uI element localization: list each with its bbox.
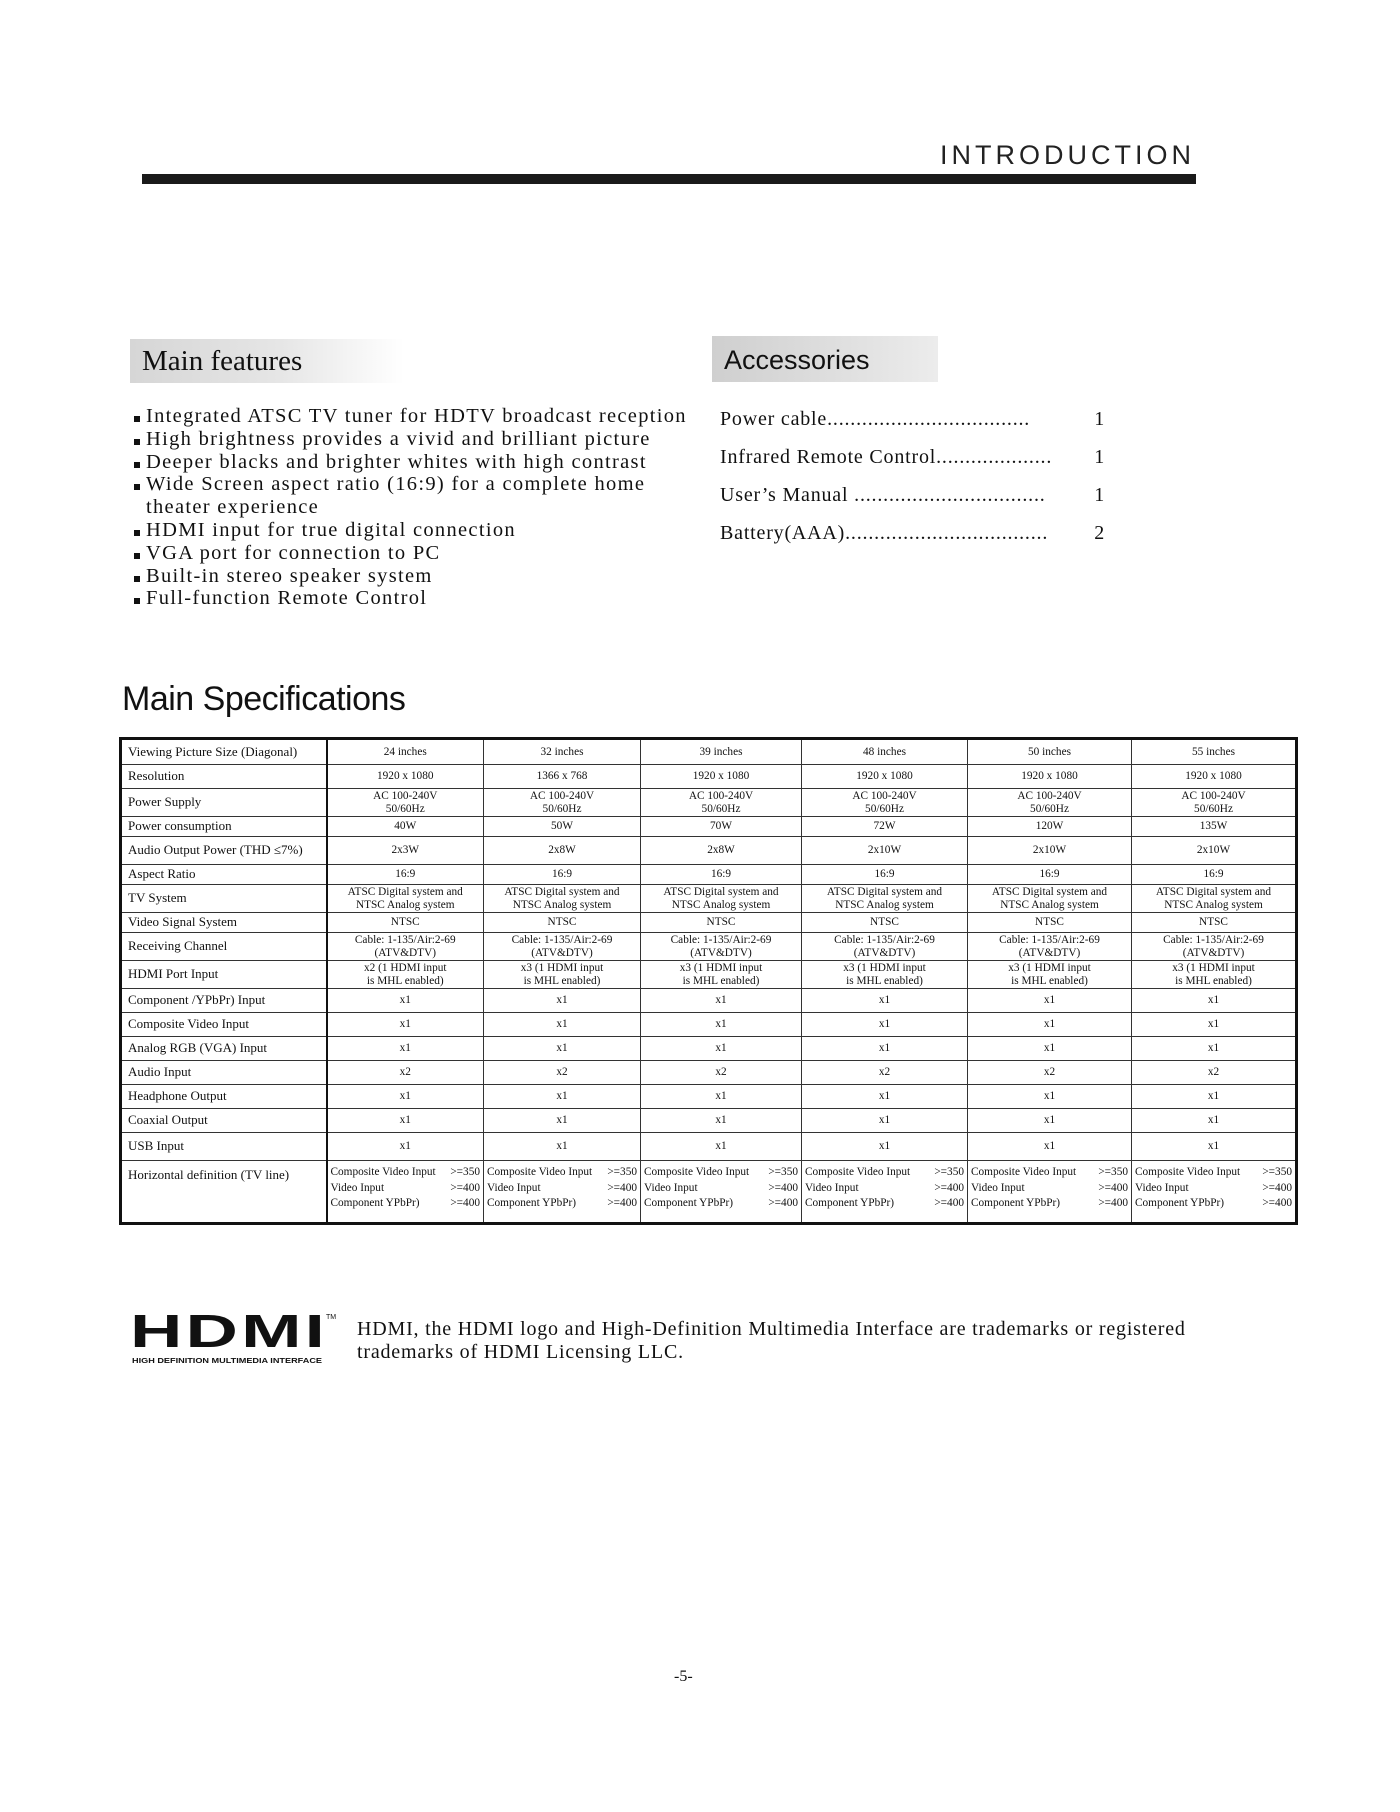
spec-value: [641, 789, 802, 817]
input-type: Composite Video Input: [1135, 1166, 1241, 1178]
horizontal-definition-line: [805, 1196, 964, 1212]
spec-value-line: (ATV&DTV): [1018, 946, 1081, 959]
input-type: Component YPbPr): [971, 1197, 1061, 1209]
spec-value: x1: [484, 1085, 641, 1109]
spec-value-line: ATSC Digital system and: [991, 886, 1108, 898]
spec-label: Power Supply: [121, 789, 327, 817]
spec-value: NTSC: [968, 913, 1132, 933]
spec-label: USB Input: [121, 1133, 327, 1161]
spec-value: [968, 933, 1132, 961]
spec-value: x1: [327, 1085, 484, 1109]
spec-label: Audio Output Power (THD ≤7%): [121, 837, 327, 865]
spec-value-line: 50/60Hz: [701, 802, 741, 815]
spec-value: 120W: [968, 817, 1132, 837]
horizontal-definition-line: [971, 1196, 1128, 1212]
table-row: [121, 1037, 1297, 1061]
spec-value: NTSC: [327, 913, 484, 933]
spec-label: HDMI Port Input: [121, 961, 327, 989]
spec-value: x2: [968, 1061, 1132, 1085]
spec-label: Aspect Ratio: [121, 865, 327, 885]
accessories-heading: Accessories: [712, 336, 938, 382]
spec-value: x1: [968, 1109, 1132, 1133]
spec-label: Analog RGB (VGA) Input: [121, 1037, 327, 1061]
spec-label: Coaxial Output: [121, 1109, 327, 1133]
spec-value: 2x8W: [641, 837, 802, 865]
accessory-quantity: 1: [1094, 446, 1105, 468]
spec-value: 16:9: [484, 865, 641, 885]
input-type: Composite Video Input: [971, 1166, 1077, 1178]
spec-label: Headphone Output: [121, 1085, 327, 1109]
line-count: >=350: [1262, 1166, 1292, 1178]
spec-value-line: ATSC Digital system and: [1155, 886, 1272, 898]
spec-value: x2: [1132, 1061, 1297, 1085]
spec-value-line: x3 (1 HDMI input: [1172, 962, 1255, 974]
spec-value: 1920 x 1080: [1132, 765, 1297, 789]
feature-text: High brightness provides a vivid and brilliant picture: [146, 427, 651, 450]
accessory-quantity: 1: [1094, 408, 1105, 430]
spec-value: x1: [641, 1037, 802, 1061]
line-count: >=400: [1262, 1181, 1292, 1194]
input-type: Video Input: [805, 1181, 859, 1194]
spec-value: [968, 885, 1132, 913]
bullet-icon: [134, 576, 140, 582]
column-header: 32 inches: [484, 739, 641, 765]
accessory-item: [720, 481, 1105, 519]
spec-value: x1: [641, 1133, 802, 1161]
feature-text: Wide Screen aspect ratio (16:9) for a complete home theater experience: [146, 473, 646, 519]
accessory-quantity: 1: [1094, 484, 1105, 506]
spec-value: x2: [802, 1061, 968, 1085]
spec-value: x1: [802, 1013, 968, 1037]
spec-label: Power consumption: [121, 817, 327, 837]
line-count: >=400: [934, 1197, 964, 1209]
table-row: [121, 1161, 1297, 1224]
spec-value: x1: [641, 1013, 802, 1037]
spec-value: [641, 933, 802, 961]
spec-value: [327, 885, 484, 913]
feature-text: Deeper blacks and brighter whites with high contrast: [146, 450, 647, 473]
spec-value: NTSC: [641, 913, 802, 933]
column-header: 50 inches: [968, 739, 1132, 765]
accessory-name: Battery(AAA)...................................: [720, 522, 1049, 544]
table-row: [121, 765, 1297, 789]
table-row: [121, 933, 1297, 961]
spec-value: x2: [327, 1061, 484, 1085]
input-type: Composite Video Input: [805, 1166, 911, 1178]
spec-value-line: 50/60Hz: [1194, 802, 1233, 815]
input-type: Component YPbPr): [805, 1197, 895, 1209]
spec-value-line: NTSC Analog system: [1000, 898, 1099, 911]
table-row: [121, 865, 1297, 885]
spec-value-line: x3 (1 HDMI input: [843, 962, 926, 974]
spec-value-line: (ATV&DTV): [690, 946, 752, 959]
table-row: [121, 1133, 1297, 1161]
line-count: >=350: [607, 1166, 637, 1178]
spec-value-line: Cable: 1-135/Air:2-69: [834, 934, 935, 946]
input-type: Video Input: [1135, 1181, 1189, 1194]
horizontal-definition-line: [644, 1165, 798, 1181]
spec-value-line: x3 (1 HDMI input: [1008, 962, 1091, 974]
spec-value: x1: [484, 1133, 641, 1161]
spec-value-line: ATSC Digital system and: [504, 886, 620, 898]
spec-value-line: 50/60Hz: [1030, 802, 1069, 815]
spec-value: x1: [484, 1037, 641, 1061]
spec-value: x1: [802, 1037, 968, 1061]
feature-text: HDMI input for true digital connection: [146, 518, 516, 541]
line-count: >=400: [607, 1181, 637, 1194]
spec-value: [327, 789, 484, 817]
accessories-list: [720, 405, 1105, 557]
feature-item: [134, 519, 704, 542]
spec-value: [968, 961, 1132, 989]
hdmi-trademark-notice: HDMI, the HDMI logo and High-Definition Multimedia Interface are trademarks or registered trademarks of HDMI Licensing LLC.: [357, 1318, 1186, 1363]
column-header: 48 inches: [802, 739, 968, 765]
table-row: [121, 885, 1297, 913]
spec-label: Resolution: [121, 765, 327, 789]
input-type: Composite Video Input: [644, 1166, 750, 1178]
horizontal-definition-line: [331, 1181, 481, 1197]
spec-value-line: AC 100-240V: [1017, 790, 1082, 802]
spec-value-line: ATSC Digital system and: [347, 886, 463, 898]
horizontal-definition-line: [1135, 1165, 1292, 1181]
bullet-icon: [134, 416, 140, 422]
horizontal-definition-line: [805, 1181, 964, 1197]
line-count: >=400: [450, 1197, 480, 1209]
spec-value: [484, 789, 641, 817]
spec-value: x1: [327, 1109, 484, 1133]
table-row: [121, 1085, 1297, 1109]
spec-value: 1920 x 1080: [802, 765, 968, 789]
feature-item: [134, 473, 704, 519]
spec-value-line: NTSC Analog system: [1164, 898, 1263, 911]
line-count: >=400: [1262, 1197, 1292, 1209]
spec-value: [802, 789, 968, 817]
spec-value: x1: [968, 989, 1132, 1013]
table-row: [121, 817, 1297, 837]
hdmi-logo: [130, 1310, 340, 1368]
spec-value: 16:9: [641, 865, 802, 885]
spec-value-line: (ATV&DTV): [374, 946, 436, 959]
input-type: Component YPbPr): [330, 1197, 420, 1209]
spec-value: x1: [1132, 989, 1297, 1013]
main-features-heading: Main features: [130, 339, 404, 383]
spec-value: [1132, 961, 1297, 989]
spec-value: 40W: [327, 817, 484, 837]
horizontal-definition-line: [487, 1165, 637, 1181]
feature-item: [134, 405, 704, 428]
horizontal-definition-cell: [802, 1161, 968, 1224]
spec-value-line: (ATV&DTV): [1182, 946, 1245, 959]
line-count: >=400: [1098, 1181, 1128, 1194]
spec-value-line: is MHL enabled): [682, 974, 760, 987]
spec-value: x1: [802, 1109, 968, 1133]
spec-value: 16:9: [802, 865, 968, 885]
spec-value: x1: [641, 989, 802, 1013]
spec-value: 16:9: [968, 865, 1132, 885]
table-row: [121, 913, 1297, 933]
page-number: -5-: [674, 1668, 693, 1685]
spec-value-line: 50/60Hz: [542, 802, 582, 815]
spec-value-line: x2 (1 HDMI input: [363, 962, 447, 974]
spec-value: [327, 961, 484, 989]
spec-value: 72W: [802, 817, 968, 837]
spec-value-line: Cable: 1-135/Air:2-69: [670, 934, 772, 946]
input-type: Component YPbPr): [1135, 1197, 1225, 1209]
spec-label: Composite Video Input: [121, 1013, 327, 1037]
spec-value: 2x10W: [1132, 837, 1297, 865]
line-count: >=400: [1098, 1197, 1128, 1209]
line-count: >=400: [607, 1197, 637, 1209]
accessory-item: [720, 519, 1105, 557]
accessory-item: [720, 405, 1105, 443]
input-type: Video Input: [487, 1181, 541, 1194]
spec-value-line: AC 100-240V: [688, 790, 754, 802]
spec-label: Video Signal System: [121, 913, 327, 933]
accessory-item: [720, 443, 1105, 481]
spec-value: 50W: [484, 817, 641, 837]
input-type: Video Input: [330, 1181, 385, 1194]
table-row: [121, 989, 1297, 1013]
spec-value: x2: [641, 1061, 802, 1085]
spec-value: [484, 933, 641, 961]
line-count: >=350: [934, 1166, 964, 1178]
spec-value: x1: [1132, 1109, 1297, 1133]
horizontal-definition-line: [971, 1181, 1128, 1197]
spec-label: Audio Input: [121, 1061, 327, 1085]
spec-value: [802, 961, 968, 989]
horizontal-definition-line: [487, 1181, 637, 1197]
line-count: >=350: [1098, 1166, 1128, 1178]
spec-value: [1132, 789, 1297, 817]
header-divider: [142, 174, 1196, 184]
spec-value: [327, 933, 484, 961]
horizontal-definition-cell: [641, 1161, 802, 1224]
accessory-name: User’s Manual .................................: [720, 484, 1046, 506]
spec-value-line: (ATV&DTV): [531, 946, 593, 959]
spec-value: 2x10W: [968, 837, 1132, 865]
spec-value-line: AC 100-240V: [852, 790, 917, 802]
spec-value-line: ATSC Digital system and: [663, 886, 779, 898]
accessory-name: Infrared Remote Control....................: [720, 446, 1053, 468]
spec-value: x1: [968, 1013, 1132, 1037]
spec-value: [641, 961, 802, 989]
spec-value-line: is MHL enabled): [1175, 974, 1252, 987]
accessory-name: Power cable...................................: [720, 408, 1031, 430]
spec-value-line: NTSC Analog system: [355, 898, 455, 911]
line-count: >=350: [768, 1166, 798, 1178]
spec-value: x1: [802, 989, 968, 1013]
column-header: 24 inches: [327, 739, 484, 765]
input-type: Composite Video Input: [330, 1166, 436, 1178]
accessory-quantity: 2: [1094, 522, 1105, 544]
spec-label: Horizontal definition (TV line): [121, 1161, 327, 1224]
spec-value: [1132, 933, 1297, 961]
horizontal-definition-cell: [1132, 1161, 1297, 1224]
table-row: [121, 789, 1297, 817]
size-label-cell: Viewing Picture Size (Diagonal): [121, 739, 327, 765]
feature-item: [134, 587, 704, 610]
spec-value-line: is MHL enabled): [1011, 974, 1088, 987]
bullet-icon: [134, 462, 140, 468]
spec-value: x1: [484, 989, 641, 1013]
horizontal-definition-line: [805, 1165, 964, 1181]
horizontal-definition-line: [331, 1196, 481, 1212]
spec-value-line: is MHL enabled): [366, 974, 444, 987]
line-count: >=400: [768, 1181, 798, 1194]
spec-value: 2x10W: [802, 837, 968, 865]
horizontal-definition-line: [1135, 1181, 1292, 1197]
spec-value: x1: [641, 1109, 802, 1133]
hdmi-logo-trademark: TM: [326, 1314, 337, 1321]
spec-value-line: Cable: 1-135/Air:2-69: [511, 934, 613, 946]
spec-value: x1: [1132, 1133, 1297, 1161]
horizontal-definition-cell: [327, 1161, 484, 1224]
spec-value-line: AC 100-240V: [1181, 790, 1246, 802]
line-count: >=400: [934, 1181, 964, 1194]
spec-value: x1: [484, 1109, 641, 1133]
spec-value-line: ATSC Digital system and: [826, 886, 943, 898]
spec-value: x1: [968, 1133, 1132, 1161]
bullet-icon: [134, 553, 140, 559]
spec-value: x1: [802, 1085, 968, 1109]
spec-label: TV System: [121, 885, 327, 913]
spec-value: x1: [484, 1013, 641, 1037]
spec-value: x1: [327, 1013, 484, 1037]
spec-value-line: NTSC Analog system: [835, 898, 934, 911]
spec-value-line: x3 (1 HDMI input: [520, 962, 604, 974]
spec-value-line: is MHL enabled): [846, 974, 923, 987]
spec-value: 1920 x 1080: [641, 765, 802, 789]
horizontal-definition-line: [971, 1165, 1128, 1181]
feature-text: VGA port for connection to PC: [146, 541, 441, 564]
input-type: Component YPbPr): [487, 1197, 577, 1209]
line-count: >=400: [450, 1181, 480, 1194]
spec-value: 2x3W: [327, 837, 484, 865]
line-count: >=350: [450, 1166, 480, 1178]
spec-value: x1: [1132, 1037, 1297, 1061]
feature-item: [134, 542, 704, 565]
spec-value: [484, 885, 641, 913]
spec-value: x1: [1132, 1013, 1297, 1037]
input-type: Component YPbPr): [644, 1197, 734, 1209]
spec-value: [968, 789, 1132, 817]
horizontal-definition-line: [331, 1165, 481, 1181]
column-header: 55 inches: [1132, 739, 1297, 765]
section-header-title: INTRODUCTION: [940, 140, 1195, 170]
spec-value-line: (ATV&DTV): [853, 946, 916, 959]
main-features-list: [134, 405, 704, 610]
table-row: [121, 1013, 1297, 1037]
spec-value: [802, 885, 968, 913]
spec-value: x1: [802, 1133, 968, 1161]
spec-value: 1920 x 1080: [327, 765, 484, 789]
spec-value: x1: [641, 1085, 802, 1109]
spec-value-line: AC 100-240V: [373, 790, 438, 802]
spec-value-line: AC 100-240V: [529, 790, 595, 802]
spec-value-line: x3 (1 HDMI input: [679, 962, 763, 974]
specifications-title: Main Specifications: [122, 680, 406, 718]
spec-value-line: 50/60Hz: [385, 802, 425, 815]
spec-value-line: Cable: 1-135/Air:2-69: [354, 934, 456, 946]
horizontal-definition-line: [1135, 1196, 1292, 1212]
spec-label: Receiving Channel: [121, 933, 327, 961]
spec-value: 1366 x 768: [484, 765, 641, 789]
spec-value: 16:9: [1132, 865, 1297, 885]
spec-value: NTSC: [802, 913, 968, 933]
column-header: 39 inches: [641, 739, 802, 765]
spec-value: [641, 885, 802, 913]
bullet-icon: [134, 598, 140, 604]
input-type: Video Input: [971, 1181, 1025, 1194]
spec-value: 1920 x 1080: [968, 765, 1132, 789]
hdmi-logo-wordmark: HDMI: [130, 1310, 328, 1357]
input-type: Video Input: [644, 1181, 698, 1194]
bullet-icon: [134, 484, 140, 490]
feature-item: [134, 428, 704, 451]
spec-value: NTSC: [1132, 913, 1297, 933]
spec-value: 70W: [641, 817, 802, 837]
table-row: [121, 1061, 1297, 1085]
spec-value-line: is MHL enabled): [523, 974, 601, 987]
spec-value: 135W: [1132, 817, 1297, 837]
spec-value: x1: [968, 1085, 1132, 1109]
spec-value-line: NTSC Analog system: [512, 898, 612, 911]
spec-value: x2: [484, 1061, 641, 1085]
spec-label: Component /YPbPr) Input: [121, 989, 327, 1013]
table-row: [121, 961, 1297, 989]
spec-value: x1: [327, 1037, 484, 1061]
horizontal-definition-cell: [968, 1161, 1132, 1224]
spec-value-line: NTSC Analog system: [671, 898, 771, 911]
horizontal-definition-line: [644, 1196, 798, 1212]
spec-value-line: 50/60Hz: [865, 802, 904, 815]
hdmi-logo-subtitle: HIGH DEFINITION MULTIMEDIA INTERFACE: [132, 1356, 323, 1365]
bullet-icon: [134, 530, 140, 536]
spec-value: 16:9: [327, 865, 484, 885]
horizontal-definition-line: [644, 1181, 798, 1197]
feature-text: Full-function Remote Control: [146, 587, 428, 610]
table-header-row: [121, 739, 1297, 765]
spec-value-line: Cable: 1-135/Air:2-69: [999, 934, 1100, 946]
specifications-table: [119, 737, 1298, 1225]
spec-value: [484, 961, 641, 989]
spec-value: x1: [327, 989, 484, 1013]
bullet-icon: [134, 439, 140, 445]
spec-value: x1: [968, 1037, 1132, 1061]
feature-item: [134, 565, 704, 588]
horizontal-definition-cell: [484, 1161, 641, 1224]
table-row: [121, 1109, 1297, 1133]
input-type: Composite Video Input: [487, 1166, 593, 1178]
spec-value: [1132, 885, 1297, 913]
spec-value: [802, 933, 968, 961]
spec-value-line: Cable: 1-135/Air:2-69: [1163, 934, 1264, 946]
feature-item: [134, 451, 704, 474]
spec-value: NTSC: [484, 913, 641, 933]
line-count: >=400: [768, 1197, 798, 1209]
horizontal-definition-line: [487, 1196, 637, 1212]
spec-value: x1: [327, 1133, 484, 1161]
feature-text: Built-in stereo speaker system: [146, 564, 433, 587]
spec-value: 2x8W: [484, 837, 641, 865]
feature-text: Integrated ATSC TV tuner for HDTV broadcast reception: [146, 405, 687, 427]
spec-value: x1: [1132, 1085, 1297, 1109]
table-row: [121, 837, 1297, 865]
